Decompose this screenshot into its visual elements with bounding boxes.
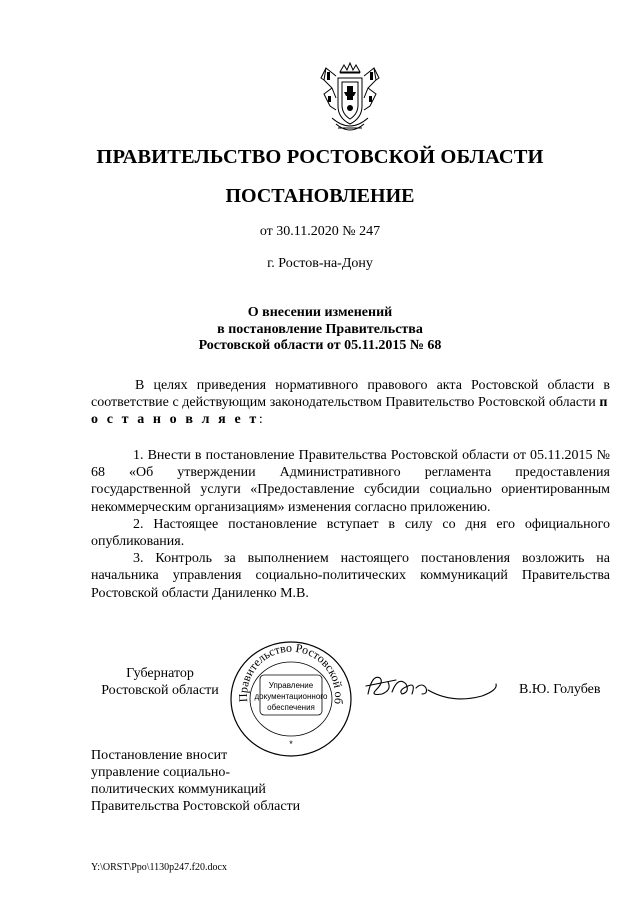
submitted-by-line: Постановление вносит xyxy=(91,748,228,763)
resolution-items xyxy=(91,447,610,602)
handwritten-signature-icon xyxy=(362,664,502,708)
document-date-number: от 30.11.2020 № 247 xyxy=(259,224,381,239)
government-title: ПРАВИТЕЛЬСТВО РОСТОВСКОЙ ОБЛАСТИ xyxy=(96,146,544,168)
position-line: Ростовской области xyxy=(101,683,219,698)
subject-line: в постановление Правительства xyxy=(217,321,423,337)
coat-of-arms-icon xyxy=(318,62,382,138)
document-city: г. Ростов-на-Дону xyxy=(267,256,373,271)
seal-ring-text: Правительство Ростовской об xyxy=(235,640,347,705)
seal-inner-line: Управление xyxy=(268,681,314,690)
submitted-by-line: Правительства Ростовской области xyxy=(91,799,301,814)
resolution-item: 1. Внести в постановление Правительства Ростовской области от 05.11.2015 № 68 «Об утверждении Административного регламента предоставления государственной услуги «Предоставление субсидии социально ориентированным некоммерческим организациям» изменения согласно приложению. xyxy=(91,448,610,515)
resolution-item: 2. Настоящее постановление вступает в силу со дня его официального опубликования. xyxy=(91,516,610,550)
governor-name: В.Ю. Голубев xyxy=(519,682,601,697)
preamble-paragraph xyxy=(91,377,610,429)
preamble-text: В целях приведения нормативного правового акта Ростовской области в соответствие с действующим законодательством Правительство Ростовской области xyxy=(91,378,610,411)
submitted-by-note xyxy=(91,747,351,815)
position-line: Губернатор xyxy=(126,666,194,681)
resolution-item: 3. Контроль за выполнением настоящего постановления возложить на начальника управления социально-политических коммуникаций Правительства Ростовской области Даниленко М.В. xyxy=(91,551,610,601)
subject-line: О внесении изменений xyxy=(247,305,393,320)
resolves-word: п о с т а н о в л я е т xyxy=(91,395,611,428)
document-subject xyxy=(0,305,640,355)
official-seal-icon xyxy=(226,637,356,759)
document-type: ПОСТАНОВЛЕНИЕ xyxy=(225,185,415,207)
seal-inner-line: документационного xyxy=(254,692,328,701)
svg-text:*: * xyxy=(289,739,293,749)
seal-inner-line: обеспечения xyxy=(267,703,315,712)
file-path: Y:\ORST\Ppo\1130p247.f20.docx xyxy=(91,862,227,873)
submitted-by-line: политических коммуникаций xyxy=(91,782,266,797)
preamble-colon: : xyxy=(258,412,263,428)
submitted-by-line: управление социально- xyxy=(91,765,231,780)
subject-line: Ростовской области от 05.11.2015 № 68 xyxy=(198,338,442,353)
signatory-position xyxy=(90,665,230,699)
